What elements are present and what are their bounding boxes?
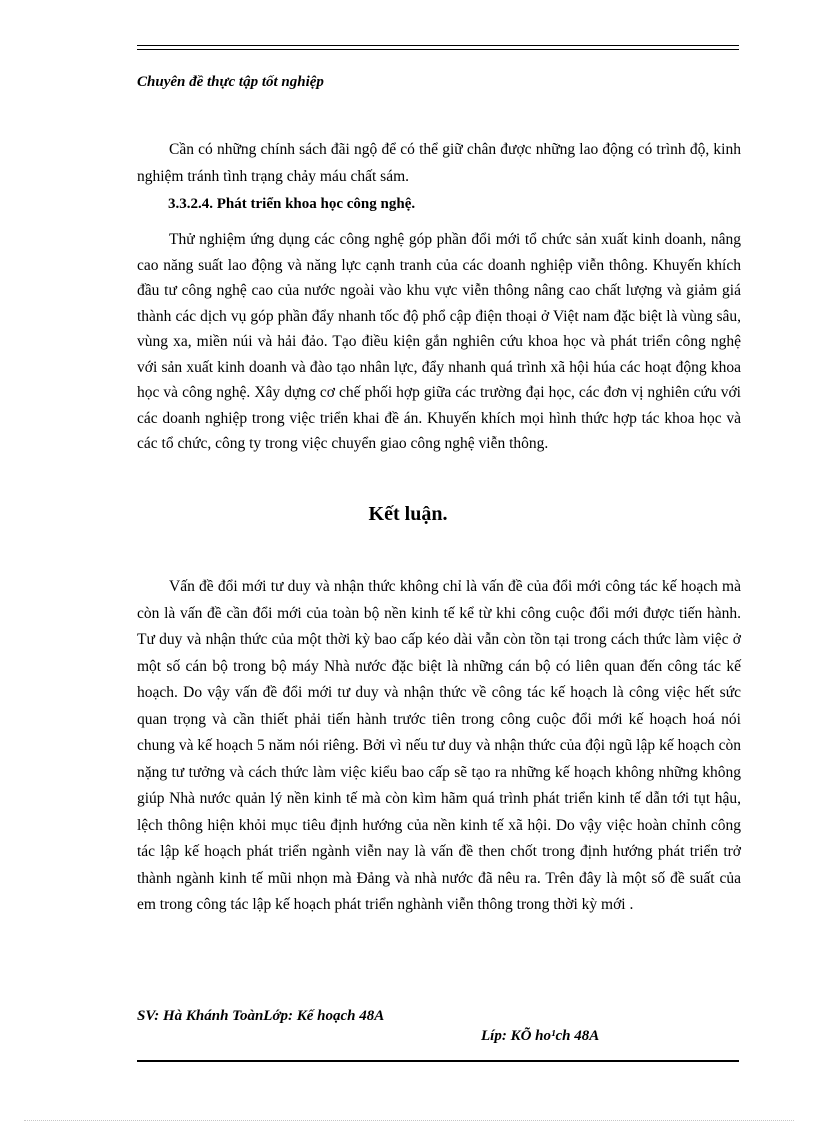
document-header-title: Chuyên đề thực tập tốt nghiệp xyxy=(137,74,324,90)
header-rule xyxy=(137,45,739,50)
section-paragraph: Thử nghiệm ứng dụng các công nghệ góp phần đổi mới tổ chức sản xuất kinh doanh, nâng cao năng suất lao động và năng lực cạnh tranh của các doanh nghiệp viễn thông. Khuyến khích đầu tư công nghệ cao của nước ngoài vào khu vực viễn thông nâng cao chất lượng và giảm giá thành các dịch vụ góp phần đẩy nhanh tốc độ phổ cập điện thoại ở Việt nam đặc biệt là vùng sâu, vùng xa, miền núi và hải đảo. Tạo điều kiện gắn nghiên cứu khoa học và phát triển công nghệ với sản xuất kinh doanh và đào tạo nhân lực, đẩy nhanh quá trình xã hội húa các hoạt động khoa học và công nghệ. Xây dựng cơ chế phối hợp giữa các trường đại học, các đơn vị nghiên cứu với các doanh nghiệp trong việc triển khai đề án. Khuyến khích mọi hình thức hợp tác khoa học và các tổ chức, công ty trong việc chuyển giao công nghệ viễn thông. xyxy=(137,231,741,452)
section-heading: 3.3.2.4. Phát triển khoa học công nghệ. xyxy=(168,196,416,212)
footer-class: Líp: KÕ ho¹ch 48A xyxy=(481,1028,600,1044)
footer-rule xyxy=(137,1060,739,1062)
page-edge-divider xyxy=(24,1120,794,1121)
footer-author: SV: Hà Khánh ToànLớp: Kế hoạch 48A xyxy=(137,1008,385,1024)
conclusion-paragraph: Vấn đề đổi mới tư duy và nhận thức không chỉ là vấn đề của đổi mới công tác kế hoạch mà còn là vấn đề cần đổi mới của toàn bộ nền kinh tế kể từ khi công cuộc đổi mới được tiến hành. Tư duy và nhận thức của một thời kỳ bao cấp kéo dài vẫn còn tồn tại trong cách thức làm việc ở một số cán bộ trong bộ máy Nhà nước đặc biệt là những cán bộ có liên quan đến công tác kế hoạch. Do vậy vấn đề đổi mới tư duy và nhận thức về công tác kế hoạch là công việc hết sức quan trọng và cần thiết phải tiến hành trước tiên trong công cuộc đổi mới kế hoạch hoá nói chung và kế hoạch 5 năm nói riêng. Bởi vì nếu tư duy và nhận thức của đội ngũ lập kế hoạch còn nặng tư tưởng và cách thức làm việc kiểu bao cấp sẽ tạo ra những kế hoạch không những không giúp Nhà nước quản lý nền kinh tế mà còn kìm hãm quá trình phát triển kinh tế dẫn tới tụt hậu, lệch thông hiện khỏi mục tiêu định hướng của nền kinh tế xã hội. Do vậy việc hoàn chỉnh công tác lập kế hoạch phát triển ngành viễn nay là vấn đề then chốt trong định hướng phát triển trở thành ngành kinh tế mũi nhọn mà Đảng và nhà nước đã nêu ra. Trên đây là một số đề suất của em trong công tác lập kế hoạch phát triển nghành viễn thông trong thời kỳ mới . xyxy=(137,578,741,913)
conclusion-title: Kết luận. xyxy=(368,503,448,525)
intro-paragraph: Cần có những chính sách đãi ngộ để có thể giữ chân được những lao động có trình độ, kinh nghiệm tránh tình trạng chảy máu chất sám. xyxy=(137,141,741,185)
